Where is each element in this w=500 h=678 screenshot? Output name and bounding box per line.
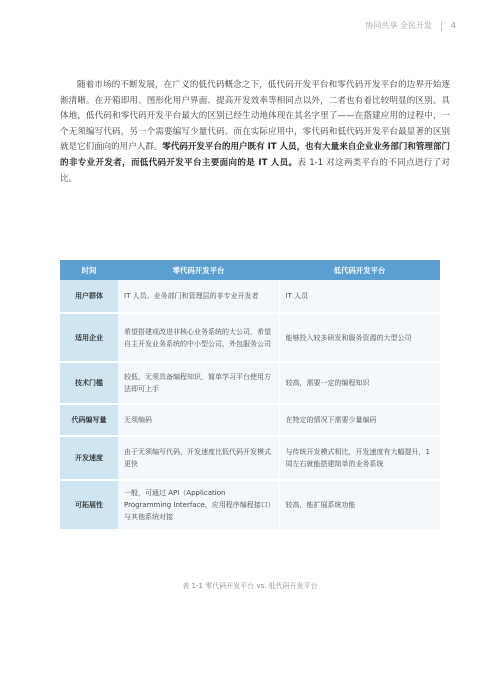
table-row — [60, 404, 440, 436]
table-row — [60, 313, 440, 362]
header-cell-aspect: 时间 — [60, 260, 118, 280]
table-row — [60, 362, 440, 404]
table-row — [60, 436, 440, 480]
header-title: 协同共享 全民开发 — [365, 21, 432, 30]
zero-code-cell: 希望搭建或改进非核心业务系统的大公司，希望自主开发业务系统的中小型公司、外包服务公司 — [118, 313, 279, 362]
page-header — [365, 20, 456, 31]
comparison-table-wrapper — [60, 260, 440, 531]
row-label: 适用企业 — [60, 313, 118, 362]
table-caption: 表 1-1 零代码开发平台 vs. 低代码开发平台 — [182, 582, 318, 590]
table-row — [60, 280, 440, 313]
body-paragraph — [60, 78, 450, 187]
body-paragraph-block — [60, 78, 450, 187]
paragraph-text: 随着市场的不断发展，在广义的低代码概念之下，低代码开发平台和零代码开发平台的边界开始逐渐清晰。在开箱即用、图形化用户界面、提高开发效率等相同点以外，二者也有着比较明显的区别。具体地，低代码和零代码开发平台最大的区别已经生动地体现在其名字里了——在搭建应用的过程中，一个无须编写代码，另一个需要编写少量代码。而在实际应用中，零代码和低代码开发平台最显著的区别就是它们面向的用户人群。 — [60, 80, 450, 153]
zero-code-cell: 由于无须编写代码，开发速度比低代码开发模式更快 — [118, 436, 279, 480]
low-code-cell: 能够投入较多研发和服务资源的大型公司 — [279, 313, 440, 362]
row-label: 可拓展性 — [60, 480, 118, 530]
paragraph-tail-text: 表 1-1 对这两类平台的不同点进行了对比。 — [60, 157, 450, 184]
header-cell-low-code: 低代码开发平台 — [279, 260, 440, 280]
low-code-cell: 在特定的情况下需要少量编码 — [279, 404, 440, 436]
zero-code-cell: IT 人员、业务部门和管理层的非专业开发者 — [118, 280, 279, 313]
paragraph-bold-text: 零代码开发平台的用户既有 IT 人员，也有大量来自企业业务部门和管理部门的非专业开发者，而低代码开发平台主要面向的是 IT 人员。 — [60, 142, 450, 168]
row-label: 开发速度 — [60, 436, 118, 480]
page-number: 4 — [450, 21, 456, 30]
low-code-cell: 较高，需要一定的编程知识 — [279, 362, 440, 404]
zero-code-cell: 一般，可通过 API（Application Programming Interface，应用程序编程接口）与其他系统对接 — [118, 480, 279, 530]
row-label: 用户群体 — [60, 280, 118, 313]
low-code-cell: 较高，能扩展系统功能 — [279, 480, 440, 530]
low-code-cell: IT 人员 — [279, 280, 440, 313]
low-code-cell: 与传统开发模式相比，开发速度有大幅提升，1 周左右就能搭建简单的业务系统 — [279, 436, 440, 480]
table-header-row — [60, 260, 440, 280]
row-label: 技术门槛 — [60, 362, 118, 404]
row-label: 代码编写量 — [60, 404, 118, 436]
comparison-table — [60, 260, 440, 531]
zero-code-cell: 较低，无须具备编程知识，简单学习平台使用方法即可上手 — [118, 362, 279, 404]
table-row — [60, 480, 440, 530]
header-cell-zero-code: 零代码开发平台 — [118, 260, 279, 280]
zero-code-cell: 无须编码 — [118, 404, 279, 436]
header-divider — [441, 21, 442, 31]
